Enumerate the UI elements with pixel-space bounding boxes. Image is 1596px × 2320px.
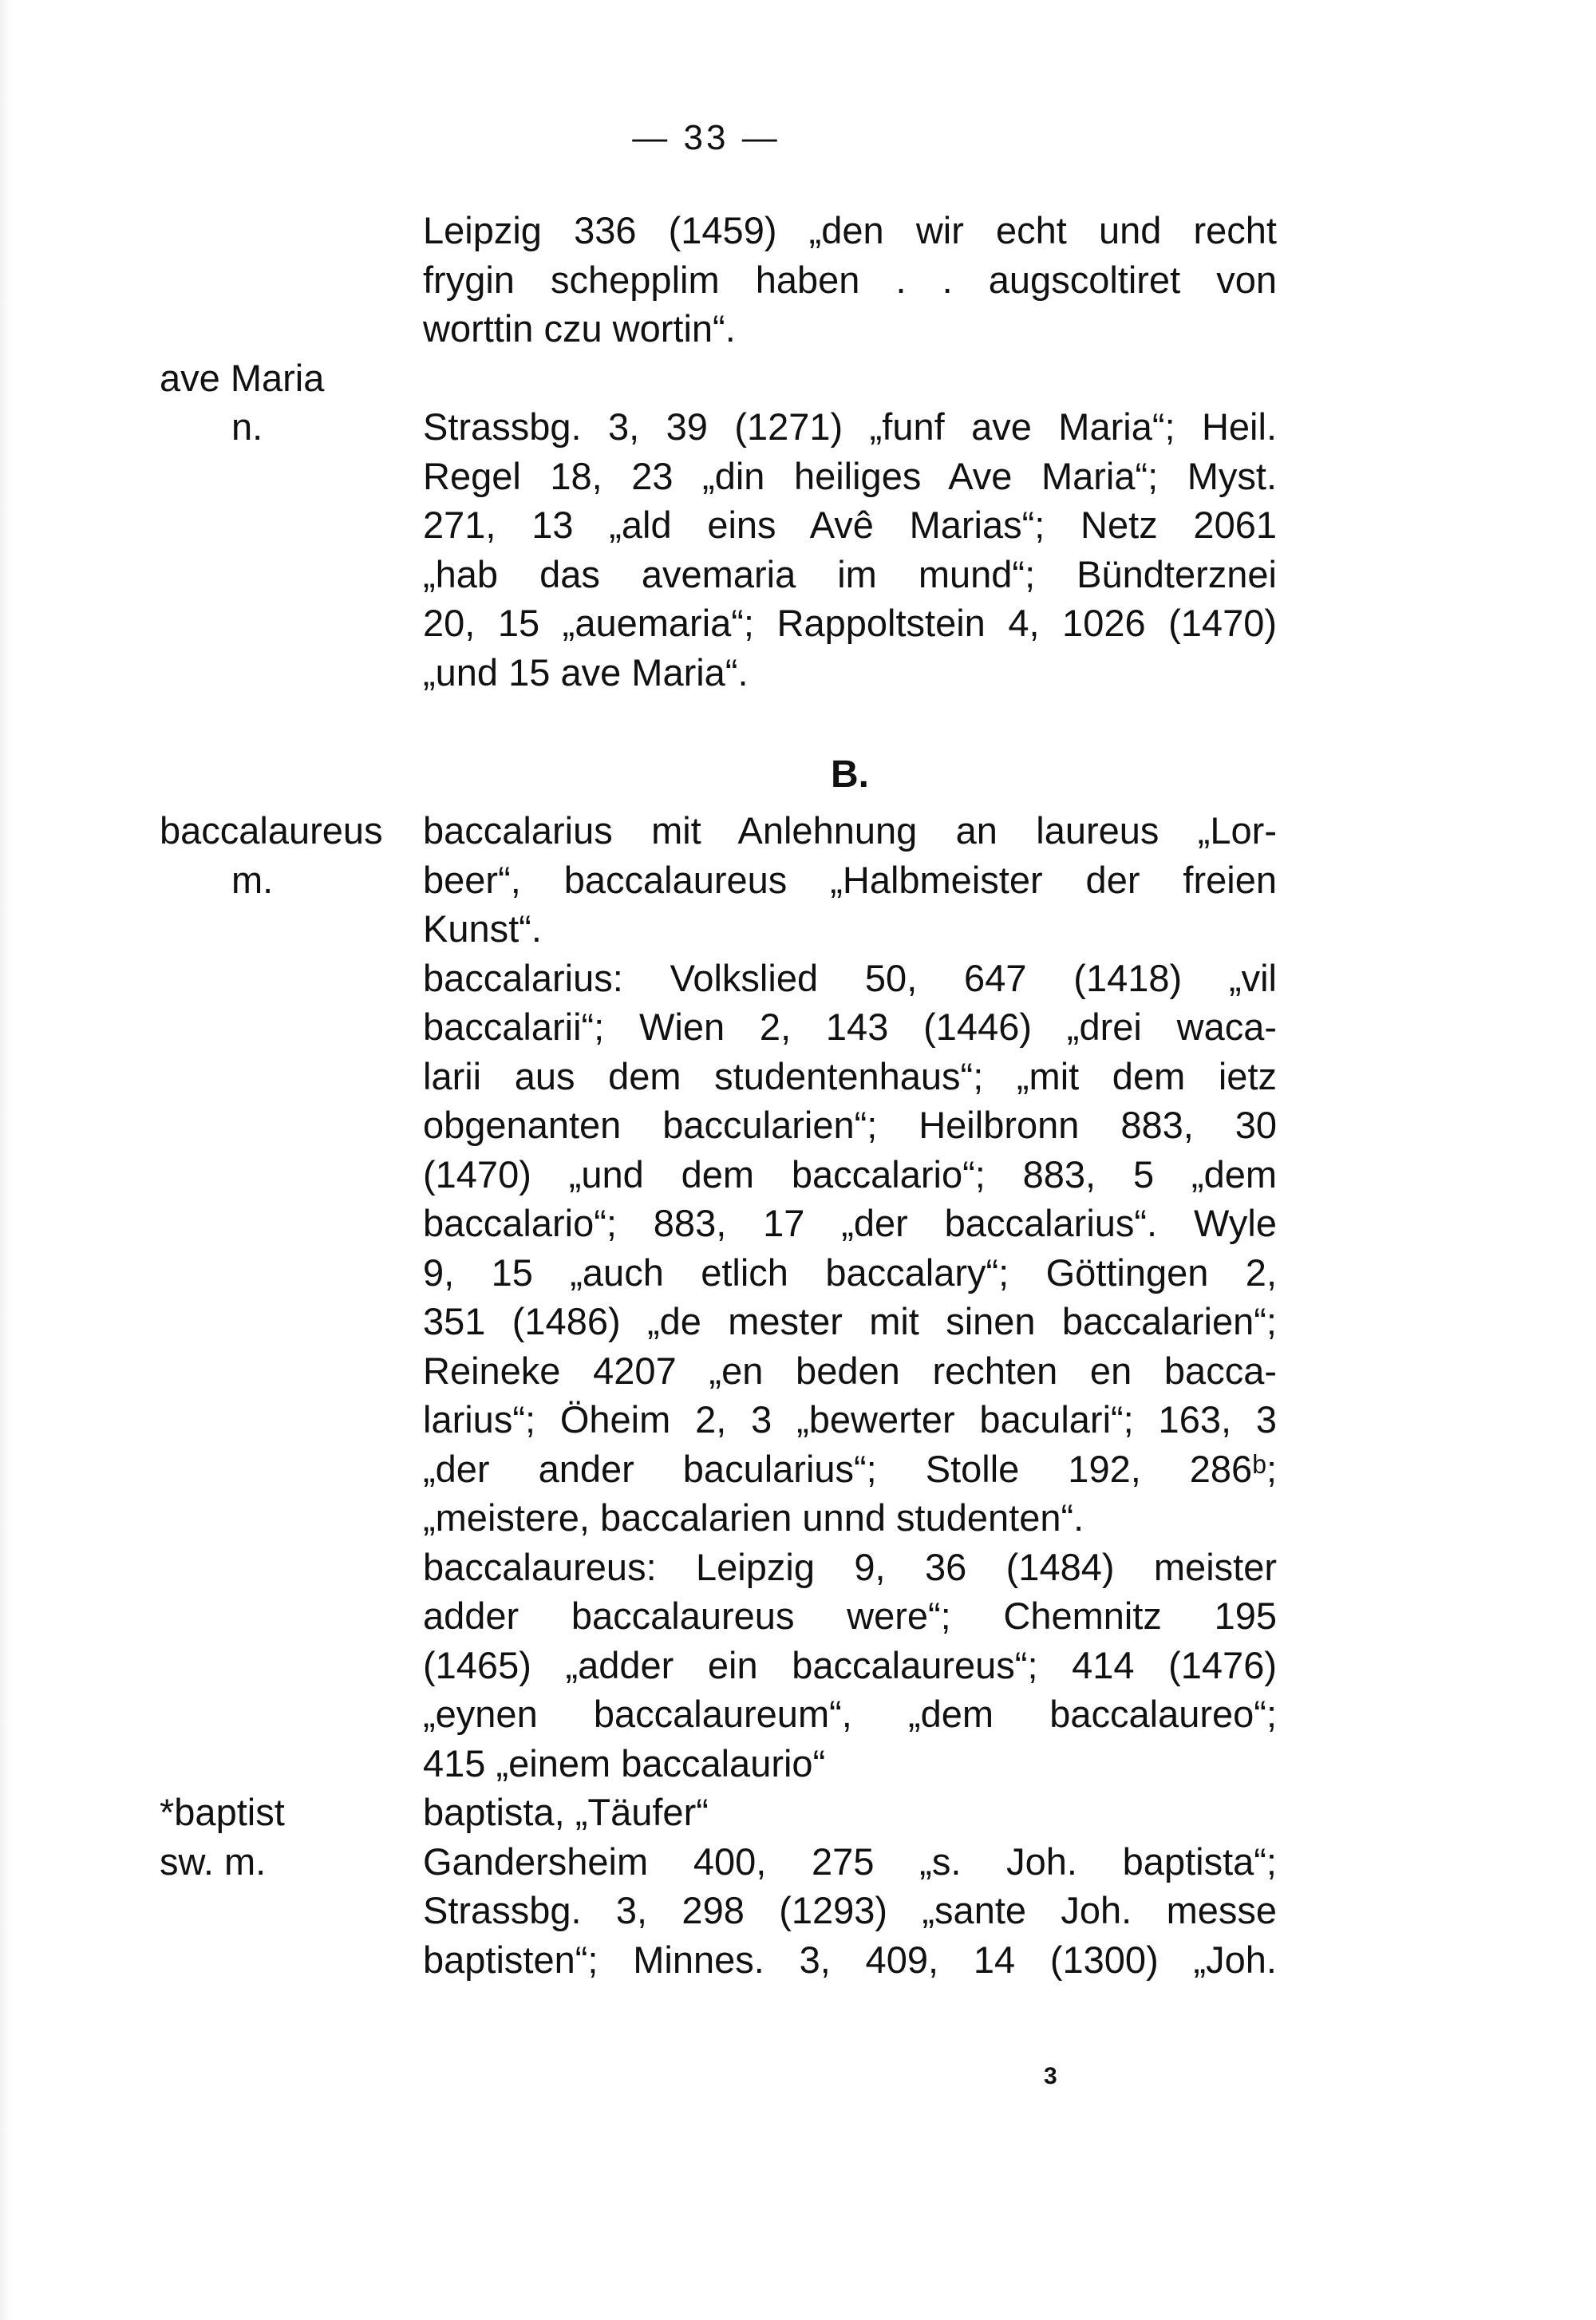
entry-line: baccalario“; 883, 17 „der baccalarius“. Wyle [423, 1202, 1277, 1244]
entry-body [423, 806, 1277, 1788]
entry-line: Gandersheim 400, 275 „s. Joh. baptista“; [423, 1840, 1277, 1883]
entry-line: larius“; Öheim 2, 3 „bewerter baculari“; 163, 3 [423, 1398, 1277, 1441]
entry-baccalaureus [160, 806, 1277, 1788]
entry-line: „hab das avemaria im mund“; Bündterznei [423, 552, 1277, 595]
entry-line: baptisten“; Minnes. 3, 409, 14 (1300) „Joh. [423, 1938, 1277, 1981]
headword: *baptist [160, 1791, 285, 1833]
signature-mark: 3 [1044, 2063, 1057, 2089]
entry-line: (1470) „und dem baccalario“; 883, 5 „dem [423, 1152, 1277, 1196]
page-number: — 33 — [632, 118, 780, 157]
entry-line: Strassbg. 3, 298 (1293) „sante Joh. messe [423, 1889, 1277, 1931]
entry-leipzig-continuation [160, 206, 1277, 354]
entry-line: (1465) „adder ein baccalaureus“; 414 (1476) [423, 1643, 1277, 1686]
headword: ave Maria [160, 356, 325, 399]
entry-line: Strassbg. 3, 39 (1271) „funf ave Maria“; Heil. [423, 405, 1277, 448]
grammar-tag: n. [231, 405, 263, 448]
entry-head [160, 1788, 423, 1886]
entry-head [160, 354, 423, 452]
entry-line: „der ander bacularius“; Stolle 192, 286ᵇ; [423, 1447, 1277, 1490]
grammar-tag: sw. m. [160, 1840, 267, 1883]
page-edge-shadow [0, 0, 11, 2320]
dictionary-body [160, 206, 1277, 1984]
grammar-tag: m. [231, 858, 274, 901]
entry-body [423, 402, 1277, 697]
entry-line: Regel 18, 23 „din heiliges Ave Maria“; Myst. [423, 454, 1277, 497]
entry-line: Kunst“. [423, 907, 542, 950]
entry-line: baccalaureus: Leipzig 9, 36 (1484) meister [423, 1545, 1277, 1588]
entry-line: „und 15 ave Maria“. [423, 650, 749, 694]
section-letter: B. [831, 753, 869, 796]
entry-line: Leipzig 336 (1459) „den wir echt und recht [423, 209, 1277, 251]
entry-line: adder baccalaureus were“; Chemnitz 195 [423, 1595, 1277, 1637]
entry-line: 271, 13 „ald eins Avê Marias“; Netz 2061 [423, 504, 1277, 546]
entry-baptist [160, 1788, 1277, 1984]
entry-line: „meistere, baccalarien unnd studenten“. [423, 1496, 1084, 1539]
entry-line: baccalarii“; Wien 2, 143 (1446) „drei waca- [423, 1006, 1277, 1048]
entry-line: baptista, „Täufer“ [423, 1791, 709, 1833]
entry-line: frygin schepplim haben . . augscoltiret von [423, 258, 1277, 301]
entry-head [160, 806, 423, 904]
entry-line: 351 (1486) „de mester mit sinen baccalarien“; [423, 1300, 1277, 1342]
entry-body [423, 1788, 1277, 1984]
entry-line: obgenanten baccularien“; Heilbronn 883, 30 [423, 1104, 1277, 1146]
entry-body [423, 206, 1277, 354]
entry-line: „eynen baccalaureum“, „dem baccalaureo“; [423, 1693, 1277, 1735]
headword: baccalaureus [160, 809, 383, 852]
entry-line: larii aus dem studentenhaus“; „mit dem ietz [423, 1054, 1277, 1097]
entry-line: Reineke 4207 „en beden rechten en bacca- [423, 1349, 1277, 1392]
entry-line: beer“, baccalaureus „Halbmeister der freien [423, 858, 1277, 901]
entry-line: baccalarius mit Anlehnung an laureus „Lor- [423, 809, 1277, 852]
entry-line: 20, 15 „auemaria“; Rappoltstein 4, 1026 (1470) [423, 602, 1277, 644]
entry-line: 415 „einem baccalaurio“ [423, 1741, 826, 1784]
entry-line: 9, 15 „auch etlich baccalary“; Göttingen 2, [423, 1251, 1277, 1294]
entry-line: worttin czu wortin“. [423, 307, 736, 350]
entry-line: baccalarius: Volkslied 50, 647 (1418) „vil [423, 956, 1277, 999]
entry-ave-maria [160, 354, 1277, 698]
